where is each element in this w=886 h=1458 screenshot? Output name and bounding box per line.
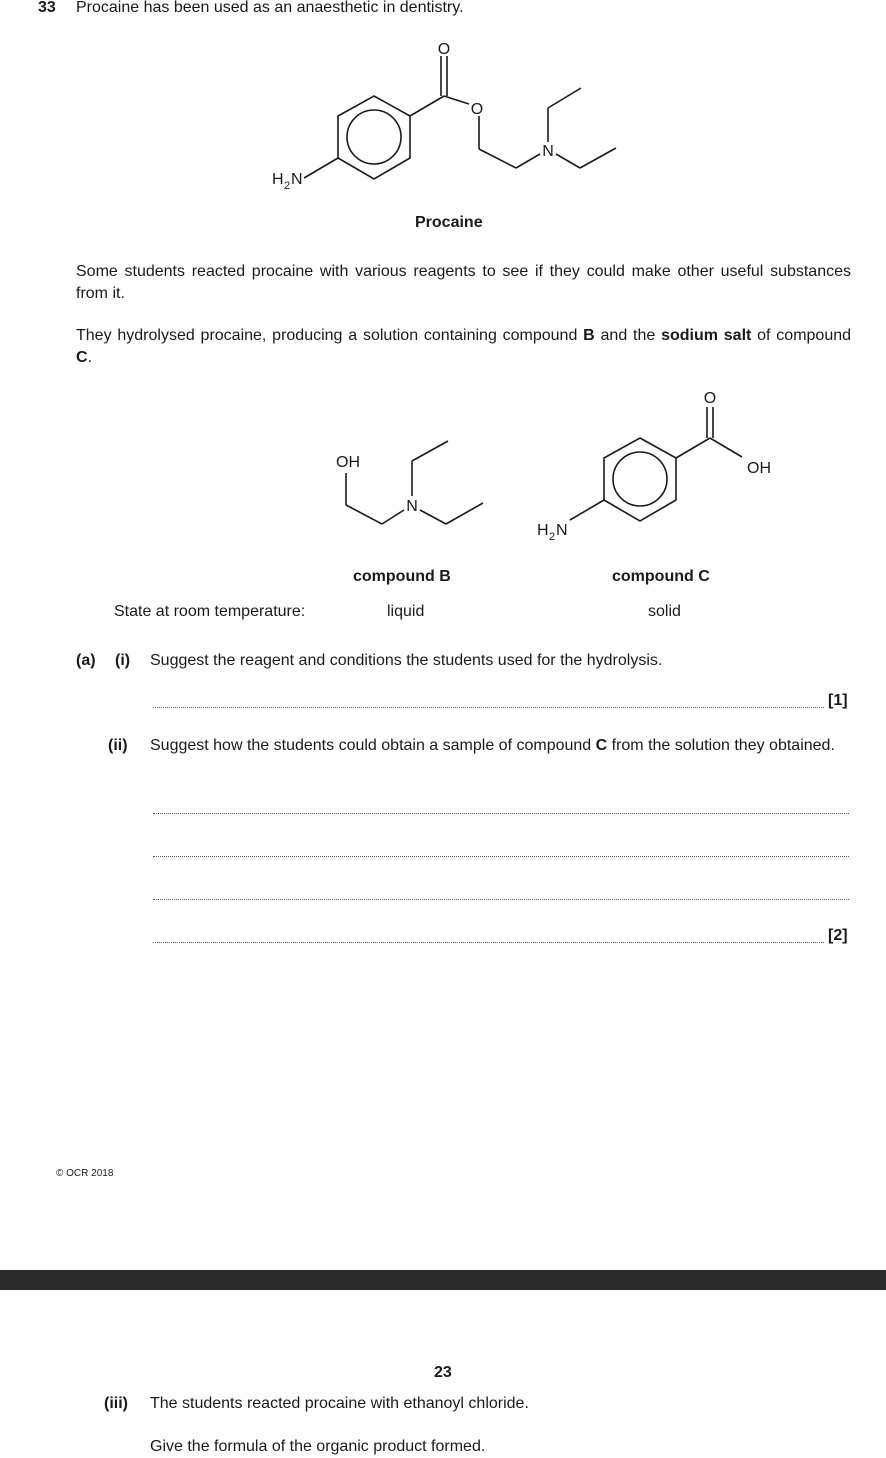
procaine-structure (250, 30, 630, 200)
procaine-amine-n: N (291, 171, 303, 188)
part-a-iii-label: (iii) (104, 1395, 128, 1412)
page-number: 23 (434, 1364, 452, 1381)
compound-c-amine-n: N (556, 522, 568, 539)
part-a-label: (a) (76, 652, 96, 669)
compound-c-structure (530, 385, 790, 545)
paragraph-hydrolysis-text-4: . (87, 349, 93, 366)
sodium-salt-emphasis: sodium salt (661, 327, 752, 344)
paragraph-hydrolysis-text-3: of compound (751, 327, 852, 344)
answer-line-a-ii-4[interactable] (153, 942, 824, 943)
part-a-ii-question (150, 735, 850, 756)
compound-b-ref: B (583, 327, 595, 344)
compound-b-hydroxyl: OH (336, 454, 360, 471)
paragraph-hydrolysis-text-1: They hydrolysed procaine, producing a solution containing compound (76, 327, 584, 344)
part-a-i-label: (i) (115, 652, 131, 669)
procaine-amine-subscript: 2 (284, 180, 291, 192)
state-at-room-temperature-label: State at room temperature: (114, 603, 306, 620)
procaine-label: Procaine (415, 214, 483, 231)
compound-c-benzene-ring (604, 438, 676, 521)
paragraph-hydrolysis-text-2: and the (594, 327, 662, 344)
marks-a-i: [1] (828, 692, 848, 709)
compound-c-amine-h: H (537, 522, 549, 539)
compound-c-state: solid (648, 603, 681, 620)
procaine-ester-oxygen: O (470, 101, 484, 118)
procaine-amine-h: H (272, 171, 284, 188)
compound-c-ref: C (76, 349, 88, 366)
answer-line-a-i[interactable] (153, 707, 824, 708)
procaine-benzene-ring (338, 96, 410, 179)
answer-line-a-ii-2[interactable] (153, 856, 849, 857)
answer-line-a-ii-1[interactable] (153, 813, 849, 814)
compound-b-nitrogen: N (406, 498, 418, 515)
part-a-i-question: Suggest the reagent and conditions the students used for the hydrolysis. (150, 652, 663, 669)
answer-line-a-ii-3[interactable] (153, 899, 849, 900)
question-intro: Procaine has been used as an anaesthetic in dentistry. (76, 0, 464, 16)
compound-c-aromatic-circle (613, 452, 667, 506)
compound-c-hydroxyl: OH (747, 460, 771, 477)
paragraph-hydrolysis (76, 325, 851, 369)
part-a-ii-text-2: from the solution they obtained. (607, 737, 835, 754)
part-a-ii-label: (ii) (108, 737, 128, 754)
procaine-aromatic-circle (347, 110, 401, 164)
part-a-iii-prompt: Give the formula of the organic product formed. (150, 1438, 486, 1455)
marks-a-ii: [2] (828, 927, 848, 944)
copyright: © OCR 2018 (56, 1168, 114, 1179)
compound-b-label: compound B (353, 568, 451, 585)
part-a-iii-question: The students reacted procaine with ethanoyl chloride. (150, 1395, 529, 1412)
page-break-band (0, 1270, 886, 1290)
procaine-carbonyl-oxygen: O (437, 41, 451, 58)
compound-b-state: liquid (387, 603, 425, 620)
paragraph-reaction-intro: Some students reacted procaine with various reagents to see if they could make other useful substances from it. (76, 263, 851, 302)
compound-c-amine-subscript: 2 (549, 531, 556, 543)
procaine-nitrogen: N (542, 143, 554, 160)
part-a-ii-compound-c: C (595, 737, 608, 754)
compound-c-label: compound C (612, 568, 710, 585)
question-number: 33 (38, 0, 56, 16)
compound-c-carbonyl-oxygen: O (703, 390, 717, 407)
compound-b-structure (320, 430, 510, 540)
part-a-ii-text-1: Suggest how the students could obtain a sample of compound (150, 737, 596, 754)
